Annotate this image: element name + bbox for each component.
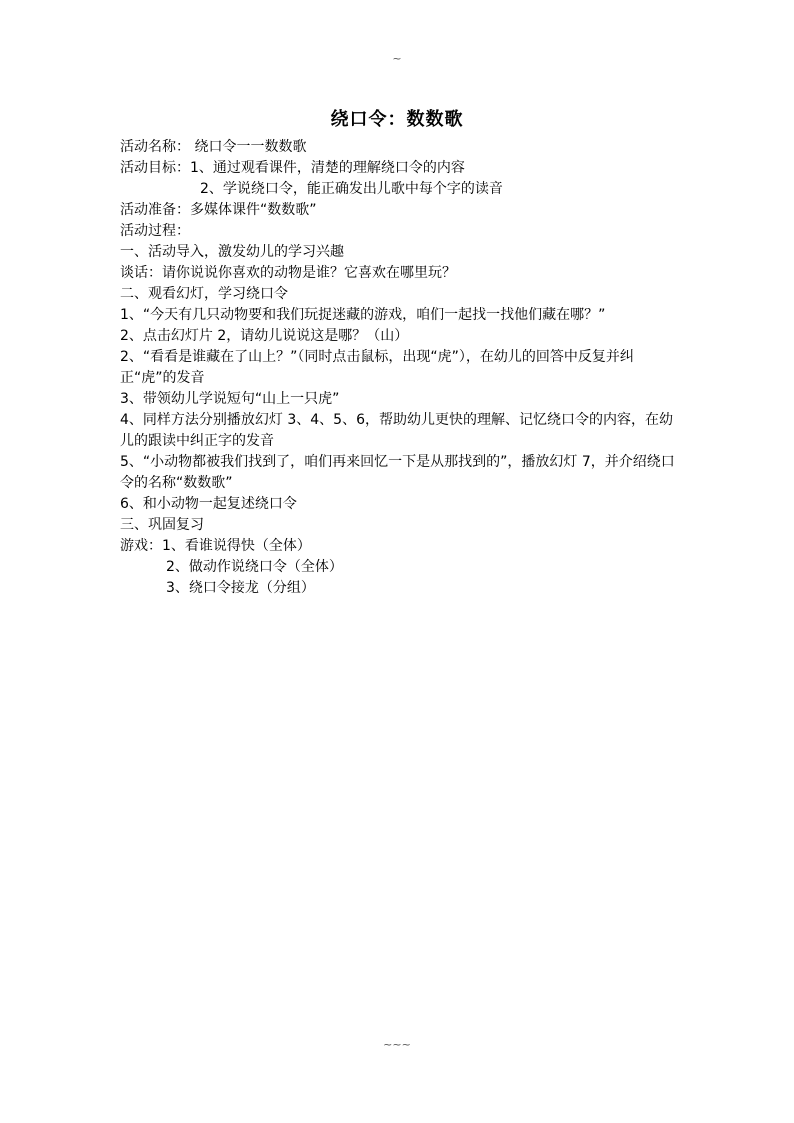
section-3-heading: 三、巩固复习 — [120, 517, 204, 533]
activity-goal-2: 2、学说绕口令，能正确发出儿歌中每个字的读音 — [200, 181, 503, 197]
step-5: 5、“小动物都被我们找到了，咱们再来回忆一下是从那找到的”，播放幻灯 7，并介绍绕口令的名称“数数歌” — [120, 454, 675, 491]
section-1-heading: 一、活动导入，激发幼儿的学习兴趣 — [120, 244, 344, 260]
page-header-mark: ~ — [392, 52, 402, 65]
activity-name: 活动名称： 绕口令一一数数歌 — [120, 139, 307, 155]
talk-paragraph: 谈话：请你说说你喜欢的动物是谁？它喜欢在哪里玩？ — [120, 265, 456, 281]
game-2: 2、做动作说绕口令（全体） — [166, 559, 343, 575]
document-body — [120, 137, 680, 599]
document-title: 绕口令：数数歌 — [330, 109, 464, 130]
activity-preparation: 活动准备：多媒体课件“数数歌” — [120, 202, 317, 218]
step-3: 3、带领幼儿学说短句“山上一只虎” — [120, 391, 340, 407]
step-4: 4、同样方法分别播放幻灯 3、4、5、6，帮助幼儿更快的理解、记忆绕口令的内容，在幼儿的跟读中纠正字的发音 — [120, 412, 673, 449]
game-3: 3、绕口令接龙（分组） — [166, 580, 315, 596]
activity-goal-1: 活动目标：1、通过观看课件，清楚的理解绕口令的内容 — [120, 160, 465, 176]
section-2-heading: 二、观看幻灯，学习绕口令 — [120, 286, 288, 302]
game-1: 游戏：1、看谁说得快（全体） — [120, 538, 311, 554]
step-2: 2、点击幻灯片 2，请幼儿说说这是哪？（山） — [120, 328, 409, 344]
step-1: 1、“今天有几只动物要和我们玩捉迷藏的游戏，咱们一起找一找他们藏在哪？” — [120, 307, 606, 323]
step-6: 6、和小动物一起复述绕口令 — [120, 496, 297, 512]
page-footer-mark: ~~~ — [383, 1038, 411, 1051]
step-2b: 2、“看看是谁藏在了山上？”（同时点击鼠标，出现“虎”），在幼儿的回答中反复并纠正“虎”的发音 — [120, 349, 634, 386]
activity-process-heading: 活动过程： — [120, 223, 190, 239]
